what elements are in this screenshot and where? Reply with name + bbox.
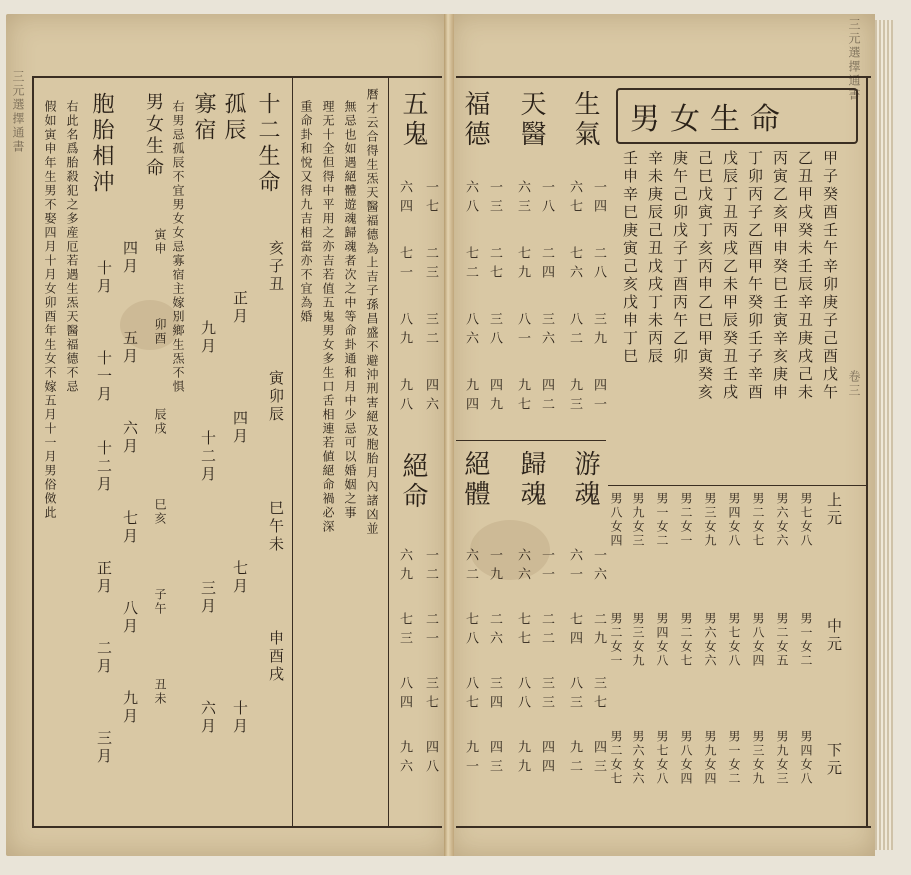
- number-cell: 九九: [515, 740, 530, 778]
- yuan-cell: 男八女四: [751, 612, 765, 668]
- number-cell: 三二: [423, 312, 438, 350]
- number-cell: 六一: [567, 548, 582, 586]
- stem-branch-row: 壬申辛巳庚寅己亥戊申丁巳: [621, 150, 639, 366]
- yuan-cell: 男四女八: [655, 612, 669, 668]
- yuan-cell: 男三女九: [751, 730, 765, 786]
- stem-branch-row: 己巳戊寅丁亥丙申乙巳甲寅癸亥: [696, 150, 714, 402]
- number-cell: 三九: [591, 312, 606, 350]
- number-cell: 六九: [397, 548, 412, 586]
- outer-rule-right: [866, 76, 868, 828]
- number-cell: 六八: [463, 180, 478, 218]
- month-a: 四月: [121, 240, 139, 276]
- number-cell: 六四: [397, 180, 412, 218]
- number-cell: 九一: [463, 740, 478, 778]
- number-cell: 一七: [423, 180, 438, 218]
- yuan-cell: 男四女八: [727, 492, 741, 548]
- pair-label: 寅申: [153, 228, 167, 256]
- heading-guihun: 歸魂: [516, 450, 546, 510]
- heading-shengqi: 生氣: [570, 90, 600, 150]
- label-zhongyuan: 中元: [825, 618, 843, 654]
- label-xiayuan: 下元: [825, 742, 843, 778]
- label-guasu: 寡宿: [191, 92, 216, 144]
- yuan-cell: 男三女九: [631, 612, 645, 668]
- yuan-cell: 男二女七: [751, 492, 765, 548]
- number-cell: 二七: [487, 246, 502, 284]
- number-cell: 四二: [539, 378, 554, 416]
- guchen-month: 正月: [231, 290, 249, 326]
- number-cell: 七九: [515, 246, 530, 284]
- pair-label: 子午: [153, 588, 167, 616]
- yuan-cell: 男六女六: [703, 612, 717, 668]
- month-b: 二月: [95, 640, 113, 676]
- yuan-cell: 男九女三: [631, 492, 645, 548]
- stem-branch-row: 戊辰丁丑丙戌乙未甲辰癸丑壬戌: [721, 150, 739, 402]
- pair-label: 卯酉: [153, 318, 167, 346]
- label-shier-shengming: 十二生命: [255, 92, 280, 196]
- yuan-cell: 男一女二: [799, 612, 813, 668]
- heading-youhun: 游魂: [570, 450, 600, 510]
- number-cell: 一九: [487, 548, 502, 586]
- yuan-cell: 男三女九: [703, 492, 717, 548]
- outer-rule-bottom-left: [32, 826, 442, 828]
- number-cell: 七七: [515, 612, 530, 650]
- number-cell: 八四: [397, 676, 412, 714]
- divider-yuan: [608, 485, 866, 486]
- month-b: 十月: [95, 260, 113, 296]
- number-cell: 二四: [539, 246, 554, 284]
- running-head-left: 三元選擇通書: [11, 70, 25, 154]
- month-b: 正月: [95, 560, 113, 596]
- guasu-month: 九月: [199, 320, 217, 356]
- number-cell: 三七: [591, 676, 606, 714]
- yuan-cell: 男七女八: [655, 730, 669, 786]
- outer-rule-bottom-right: [456, 826, 871, 828]
- number-cell: 一四: [591, 180, 606, 218]
- number-cell: 一三: [487, 180, 502, 218]
- number-cell: 八三: [567, 676, 582, 714]
- heading-fude: 福德: [460, 90, 490, 150]
- number-cell: 四四: [539, 740, 554, 778]
- label-baotai-xiangchong: 胞胎相沖: [89, 92, 114, 196]
- number-cell: 八七: [463, 676, 478, 714]
- branch-group: 申酉戌: [267, 630, 285, 684]
- number-cell: 二六: [487, 612, 502, 650]
- heading-jueti: 絕體: [460, 450, 490, 510]
- page-title: 男女生命: [630, 102, 790, 137]
- number-cell: 四三: [487, 740, 502, 778]
- label-guchen: 孤辰: [221, 92, 246, 144]
- book-spine: [444, 14, 454, 856]
- branch-note: 右男忌孤辰不宜男女女忌寡宿主嫁別鄉生炁不惧: [171, 100, 185, 394]
- commentary-line: 理无十全但得中平用之亦吉若值五鬼男女多生口舌相連若値絕命禍必深: [321, 100, 335, 534]
- pair-label: 丑未: [153, 678, 167, 706]
- label-nannv-shengming: 男女生命: [143, 92, 164, 180]
- yuan-cell: 男二女一: [679, 492, 693, 548]
- number-cell: 二三: [423, 246, 438, 284]
- number-cell: 三三: [539, 676, 554, 714]
- yuan-cell: 男七女八: [799, 492, 813, 548]
- number-cell: 一六: [591, 548, 606, 586]
- closing-line: 假如寅申年生男不娶四月十月女卯酉年生女不嫁五月十一月男俗傚此: [43, 100, 57, 520]
- number-cell: 四三: [591, 740, 606, 778]
- number-cell: 九二: [567, 740, 582, 778]
- volume-mark: 卷三: [847, 370, 861, 398]
- closing-line: 右此名爲胎殺犯之多産厄若遇生炁天醫福德不忌: [65, 100, 79, 394]
- number-cell: 九八: [397, 378, 412, 416]
- stem-branch-row: 丁卯丙子乙酉甲午癸卯壬子辛酉: [746, 150, 764, 402]
- page-edges: [875, 20, 893, 850]
- number-cell: 一八: [539, 180, 554, 218]
- number-cell: 七一: [397, 246, 412, 284]
- month-a: 九月: [121, 690, 139, 726]
- number-cell: 三四: [487, 676, 502, 714]
- branch-group: 巳午未: [267, 500, 285, 554]
- number-cell: 一一: [539, 548, 554, 586]
- stem-branch-row: 庚午己卯戊子丁酉丙午乙卯: [671, 150, 689, 366]
- commentary-line: 重命卦和悅又得九吉相當亦不宜為婚: [299, 100, 313, 324]
- yuan-cell: 男二女七: [679, 612, 693, 668]
- yuan-cell: 男九女四: [703, 730, 717, 786]
- number-cell: 四八: [423, 740, 438, 778]
- number-cell: 四九: [487, 378, 502, 416]
- number-cell: 一二: [423, 548, 438, 586]
- number-cell: 九七: [515, 378, 530, 416]
- number-cell: 八九: [397, 312, 412, 350]
- number-cell: 八一: [515, 312, 530, 350]
- number-cell: 四一: [591, 378, 606, 416]
- number-cell: 七三: [397, 612, 412, 650]
- yuan-cell: 男二女五: [775, 612, 789, 668]
- month-b: 十一月: [95, 350, 113, 404]
- month-a: 七月: [121, 510, 139, 546]
- yuan-cell: 男一女二: [727, 730, 741, 786]
- number-cell: 九六: [397, 740, 412, 778]
- number-cell: 七八: [463, 612, 478, 650]
- guasu-month: 三月: [199, 580, 217, 616]
- yuan-cell: 男七女八: [727, 612, 741, 668]
- number-cell: 八六: [463, 312, 478, 350]
- heading-tianyi: 天醫: [516, 90, 546, 150]
- divider-left-a: [388, 78, 389, 826]
- pair-label: 巳亥: [153, 498, 167, 526]
- number-cell: 六七: [567, 180, 582, 218]
- number-cell: 二二: [539, 612, 554, 650]
- yuan-cell: 男一女二: [655, 492, 669, 548]
- number-cell: 七六: [567, 246, 582, 284]
- stem-branch-row: 丙寅乙亥甲申癸巳壬寅辛亥庚申: [771, 150, 789, 402]
- guchen-month: 四月: [231, 410, 249, 446]
- number-cell: 二一: [423, 612, 438, 650]
- number-cell: 七二: [463, 246, 478, 284]
- stem-branch-row: 甲子癸酉壬午辛卯庚子己酉戊午: [821, 150, 839, 402]
- number-cell: 八二: [567, 312, 582, 350]
- heading-jueming: 絕命: [398, 452, 428, 512]
- number-cell: 六六: [515, 548, 530, 586]
- branch-group: 亥子丑: [267, 240, 285, 294]
- number-cell: 七四: [567, 612, 582, 650]
- divider-left-b: [292, 78, 293, 826]
- yuan-cell: 男九女三: [775, 730, 789, 786]
- guchen-month: 七月: [231, 560, 249, 596]
- yuan-cell: 男二女七: [609, 730, 623, 786]
- stem-branch-row: 乙丑甲戌癸未壬辰辛丑庚戌己未: [796, 150, 814, 402]
- divider-mid-right: [456, 440, 606, 441]
- yuan-cell: 男四女八: [799, 730, 813, 786]
- number-cell: 三七: [423, 676, 438, 714]
- month-b: 十二月: [95, 440, 113, 494]
- month-b: 三月: [95, 730, 113, 766]
- commentary-line: 曆才云合得生炁天醫福德為上吉子孫昌盛不避沖刑害絕及胞胎月內諸凶並: [365, 88, 379, 536]
- month-a: 六月: [121, 420, 139, 456]
- number-cell: 三八: [487, 312, 502, 350]
- month-a: 五月: [121, 330, 139, 366]
- number-cell: 六二: [463, 548, 478, 586]
- guchen-month: 十月: [231, 700, 249, 736]
- number-cell: 四六: [423, 378, 438, 416]
- number-cell: 六三: [515, 180, 530, 218]
- commentary-line: 無忌也如遇絕體遊魂歸魂者次之中等命卦通和月中少忌可以婚姻之事: [343, 100, 357, 520]
- number-cell: 二八: [591, 246, 606, 284]
- guasu-month: 十二月: [199, 430, 217, 484]
- stem-branch-row: 辛未庚辰己丑戊戌丁未丙辰: [646, 150, 664, 366]
- outer-rule-left: [32, 76, 34, 828]
- yuan-cell: 男六女六: [631, 730, 645, 786]
- yuan-cell: 男八女四: [679, 730, 693, 786]
- number-cell: 二九: [591, 612, 606, 650]
- pair-label: 辰戌: [153, 408, 167, 436]
- outer-rule-top-left: [32, 76, 442, 78]
- number-cell: 九三: [567, 378, 582, 416]
- yuan-cell: 男二女一: [609, 612, 623, 668]
- number-cell: 九四: [463, 378, 478, 416]
- month-a: 八月: [121, 600, 139, 636]
- yuan-cell: 男六女六: [775, 492, 789, 548]
- branch-group: 寅卯辰: [267, 370, 285, 424]
- number-cell: 八八: [515, 676, 530, 714]
- label-shangyuan: 上元: [825, 492, 843, 528]
- number-cell: 三六: [539, 312, 554, 350]
- yuan-cell: 男八女四: [609, 492, 623, 548]
- paper-stain: [470, 520, 550, 580]
- running-head-right: 三元選擇通書: [847, 18, 861, 102]
- heading-wugui: 五鬼: [398, 90, 428, 150]
- outer-rule-top-right: [456, 76, 871, 78]
- guasu-month: 六月: [199, 700, 217, 736]
